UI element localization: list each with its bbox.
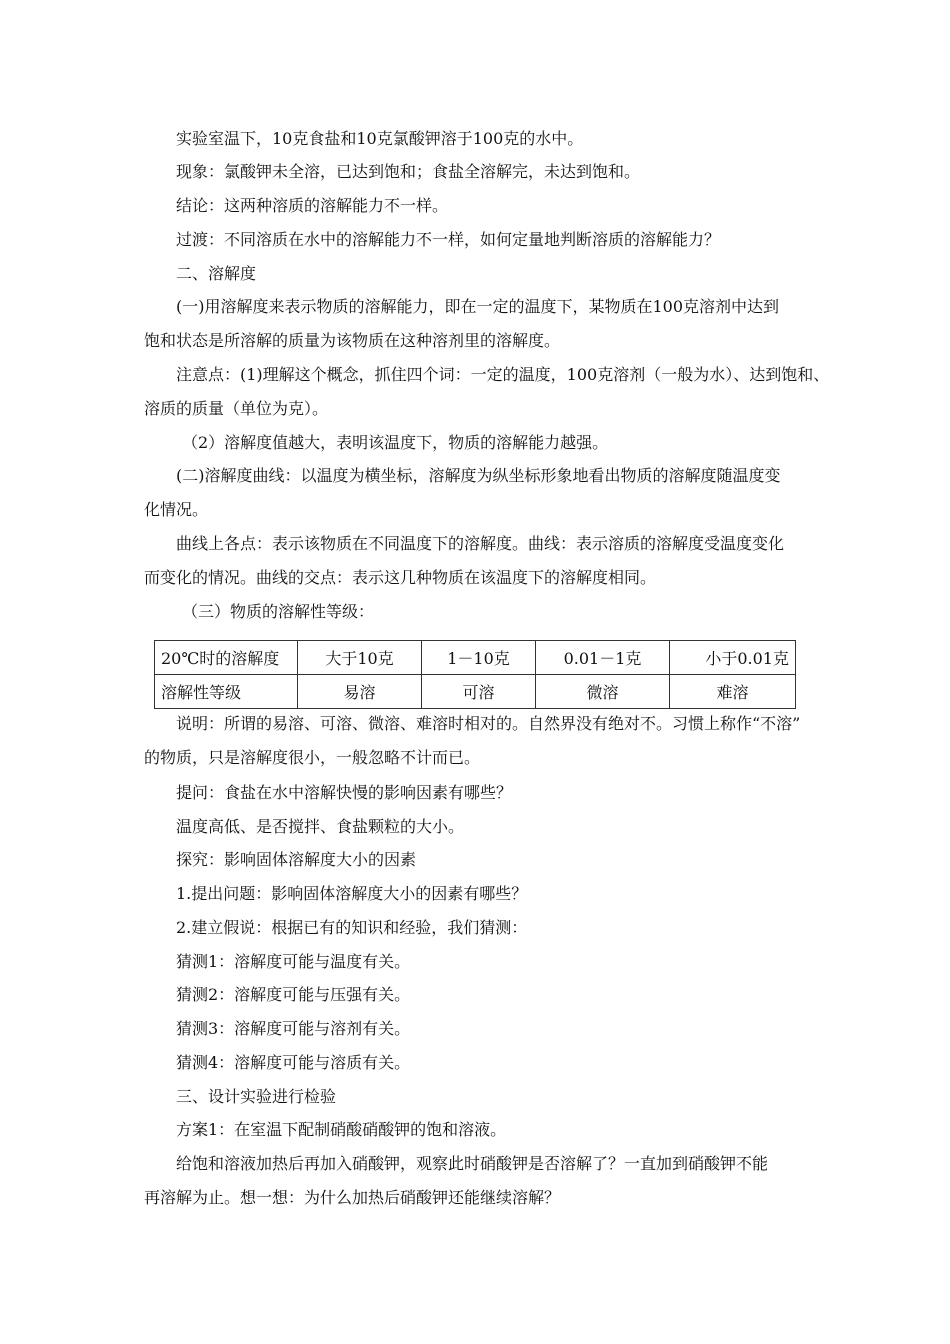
section-heading: 二、溶解度	[176, 264, 257, 283]
text-line: 猜测3：溶解度可能与溶剂有关。	[176, 1019, 411, 1038]
text-line: 1.提出问题：影响固体溶解度大小的因素有哪些？	[176, 884, 528, 903]
table-cell: 微溶	[536, 675, 670, 709]
text-line: 说明：所谓的易溶、可溶、微溶、难溶时相对的。自然界没有绝对不。习惯上称作“不溶”	[176, 714, 801, 733]
table-cell: 可溶	[422, 675, 536, 709]
table-cell: 1－10克	[422, 641, 536, 675]
table-cell: 难溶	[670, 675, 796, 709]
text-line: 猜测4：溶解度可能与溶质有关。	[176, 1053, 411, 1072]
text-line: 实验室温下，10克食盐和10克氯酸钾溶于100克的水中。	[176, 129, 584, 148]
text-line: 方案1：在室温下配制硝酸硝酸钾的饱和溶液。	[176, 1120, 507, 1139]
text-line: (一)用溶解度来表示物质的溶解能力，即在一定的温度下，某物质在100克溶剂中达到	[176, 297, 780, 316]
text-line: 现象：氯酸钾未全溶，已达到饱和；食盐全溶解完，未达到饱和。	[176, 162, 641, 181]
text-line: 猜测1：溶解度可能与温度有关。	[176, 952, 411, 971]
text-line: 化情况。	[144, 500, 209, 519]
text-line: 曲线上各点：表示该物质在不同温度下的溶解度。曲线：表示溶质的溶解度受温度变化	[176, 534, 785, 553]
text-line: 的物质，只是溶解度很小，一般忽略不计而已。	[144, 748, 481, 767]
table-cell: 溶解性等级	[155, 675, 298, 709]
text-line: 探究：影响固体溶解度大小的因素	[176, 850, 417, 869]
table-cell: 20℃时的溶解度	[155, 641, 298, 675]
text-line: 过渡：不同溶质在水中的溶解能力不一样，如何定量地判断溶质的溶解能力？	[176, 230, 721, 249]
text-line: 而变化的情况。曲线的交点：表示这几种物质在该温度下的溶解度相同。	[144, 568, 657, 587]
text-line: 注意点：(1)理解这个概念，抓住四个词：一定的温度，100克溶剂（一般为水）、达到饱和、	[176, 365, 830, 384]
text-line: (二)溶解度曲线：以温度为横坐标，溶解度为纵坐标形象地看出物质的溶解度随温度变	[176, 466, 781, 485]
text-line: 2.建立假说：根据已有的知识和经验，我们猜测：	[176, 918, 528, 937]
section-heading: 三、设计实验进行检验	[176, 1087, 337, 1106]
text-line: （三）物质的溶解性等级：	[182, 602, 375, 621]
table-cell: 0.01－1克	[536, 641, 670, 675]
text-line: 猜测2：溶解度可能与压强有关。	[176, 985, 411, 1004]
text-line: 给饱和溶液加热后再加入硝酸钾，观察此时硝酸钾是否溶解了？一直加到硝酸钾不能	[176, 1154, 769, 1173]
table-row	[155, 675, 796, 709]
text-line: 再溶解为止。想一想：为什么加热后硝酸钾还能继续溶解？	[144, 1188, 561, 1207]
table-row	[155, 641, 796, 675]
table-cell: 大于10克	[298, 641, 422, 675]
table-cell: 易溶	[298, 675, 422, 709]
text-line: （2）溶解度值越大，表明该温度下，物质的溶解能力越强。	[182, 433, 609, 452]
table-cell: 小于0.01克	[670, 641, 796, 675]
text-line: 提问：食盐在水中溶解快慢的影响因素有哪些？	[176, 783, 513, 802]
text-line: 饱和状态是所溶解的质量为该物质在这种溶剂里的溶解度。	[144, 331, 561, 350]
text-line: 温度高低、是否搅拌、食盐颗粒的大小。	[176, 817, 465, 836]
solubility-table	[154, 640, 796, 709]
text-line: 结论：这两种溶质的溶解能力不一样。	[176, 196, 449, 215]
text-line: 溶质的质量（单位为克）。	[144, 399, 329, 418]
